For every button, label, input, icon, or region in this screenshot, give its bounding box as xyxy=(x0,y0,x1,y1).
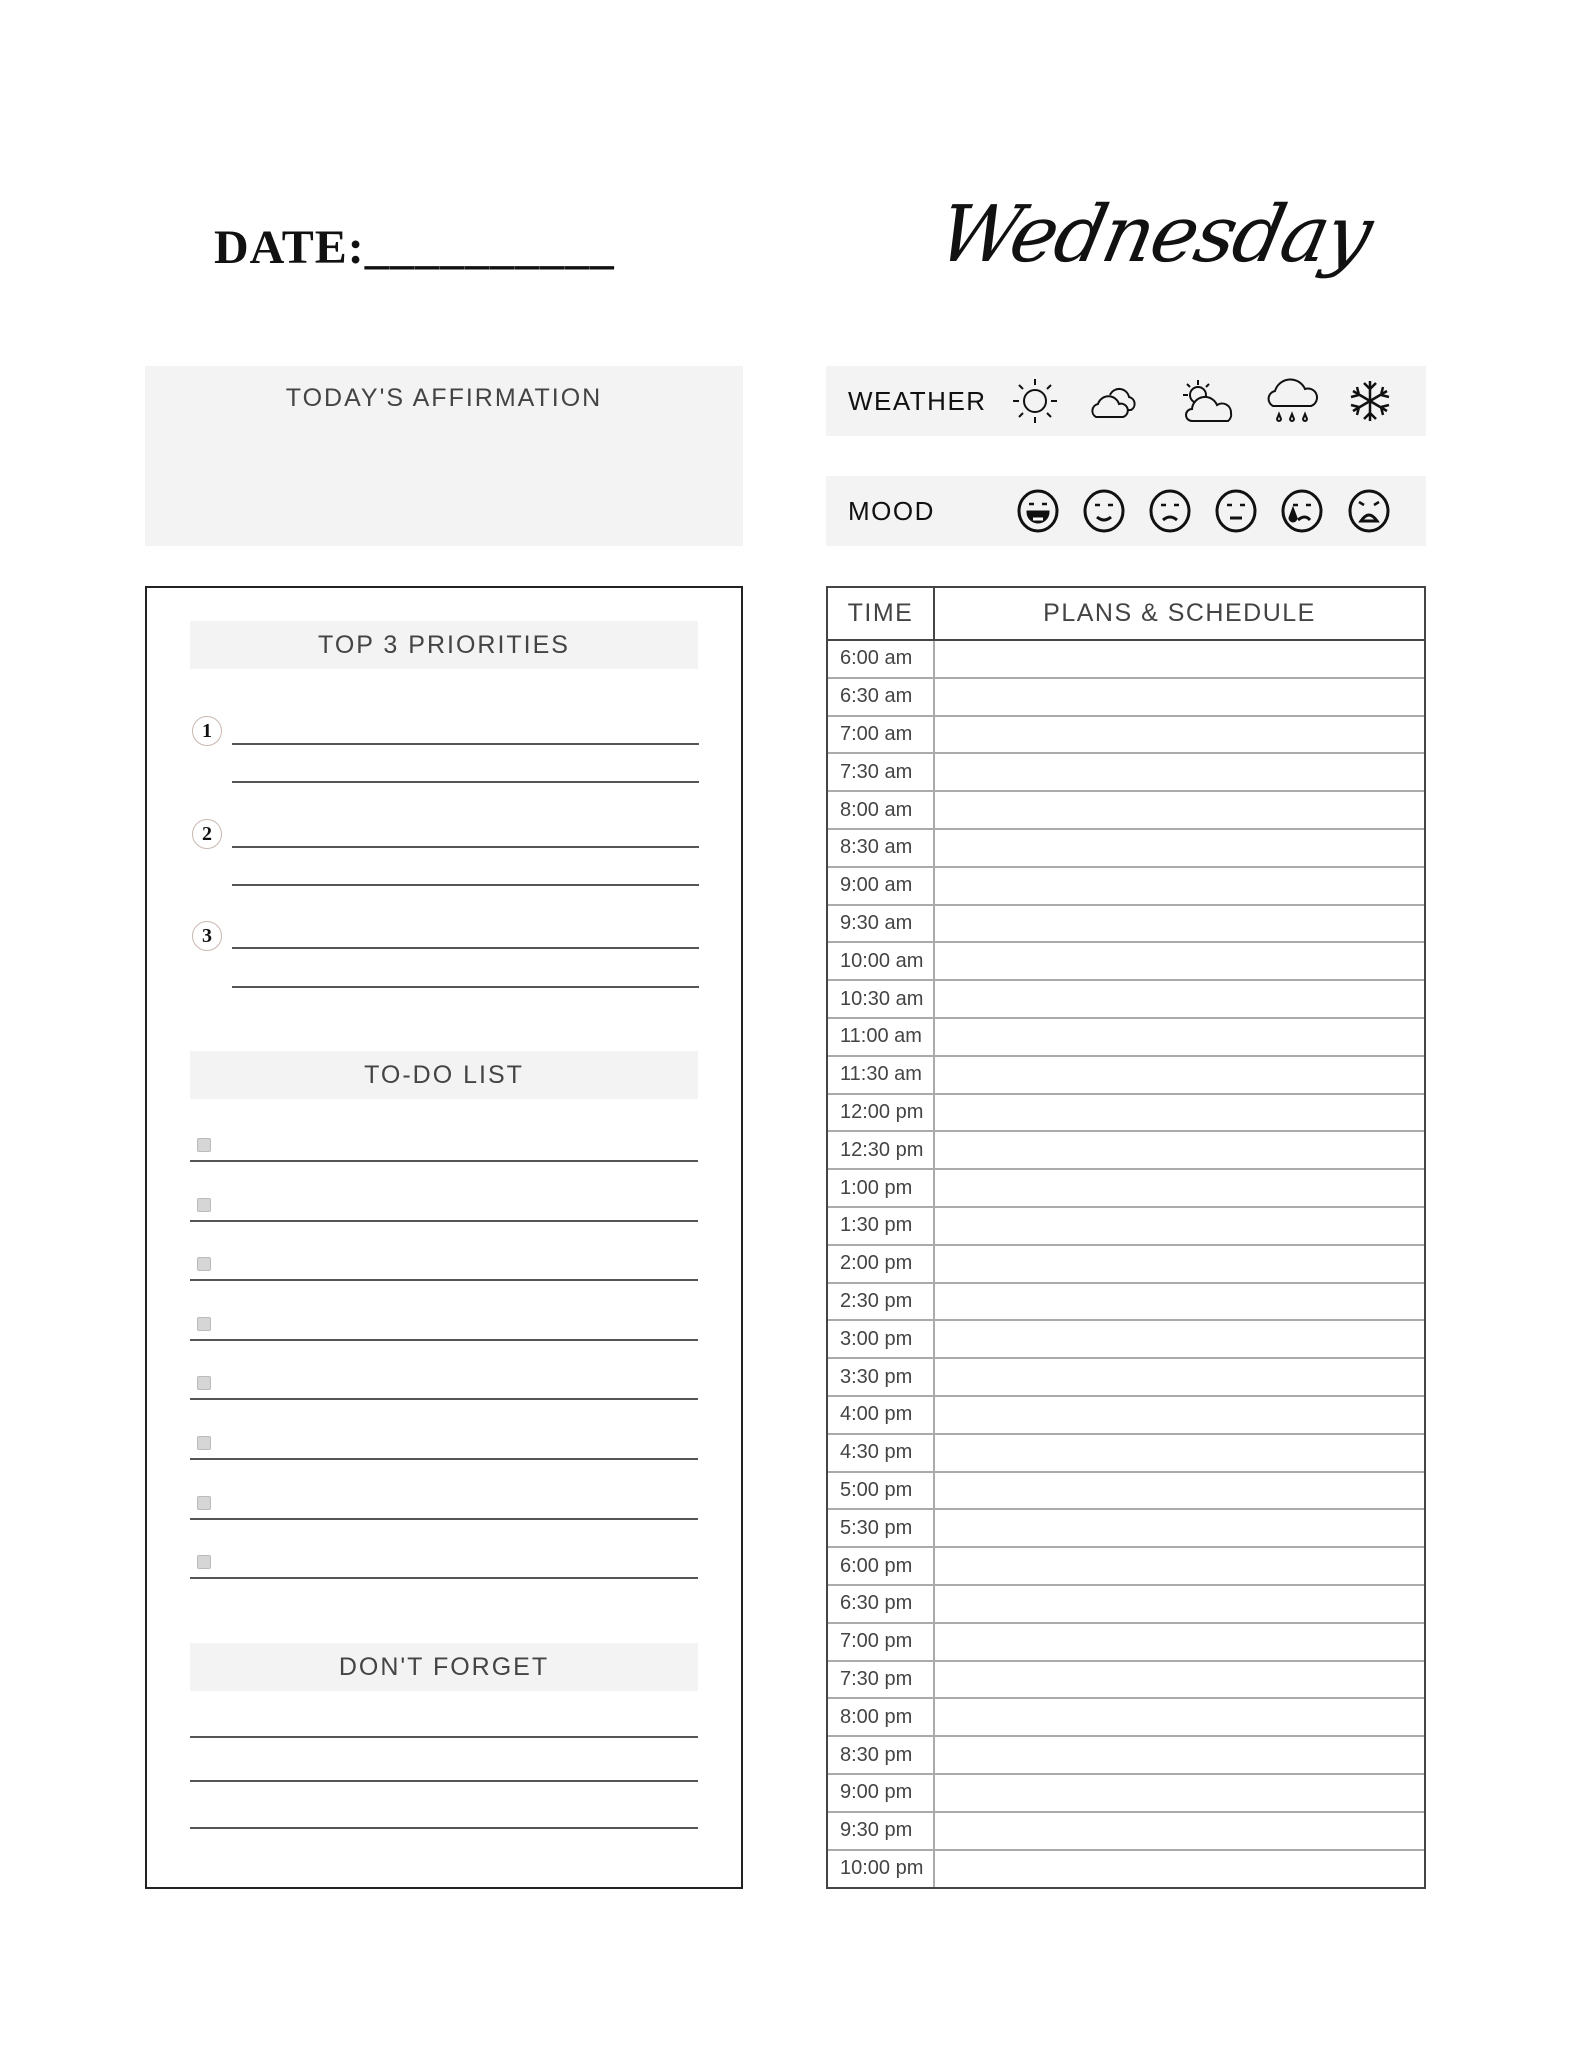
time-slot: 9:30 pm xyxy=(828,1812,934,1850)
time-slot: 3:00 pm xyxy=(828,1320,934,1358)
schedule-row xyxy=(828,1396,1424,1434)
crying-face-icon[interactable] xyxy=(1279,488,1325,534)
priorities-title: TOP 3 PRIORITIES xyxy=(318,630,570,659)
time-slot: 2:30 pm xyxy=(828,1283,934,1321)
plan-cell[interactable] xyxy=(934,1509,1424,1547)
smiling-face-icon[interactable] xyxy=(1081,488,1127,534)
priority-line-1[interactable] xyxy=(232,743,699,745)
plan-cell[interactable] xyxy=(934,1396,1424,1434)
plan-cell[interactable] xyxy=(934,1320,1424,1358)
todo-checkbox[interactable] xyxy=(197,1555,211,1569)
dont-forget-line[interactable] xyxy=(190,1827,698,1829)
time-slot: 7:30 pm xyxy=(828,1661,934,1699)
plan-cell[interactable] xyxy=(934,1245,1424,1283)
schedule-row xyxy=(828,1283,1424,1321)
time-slot: 7:30 am xyxy=(828,753,934,791)
neutral-face-icon[interactable] xyxy=(1213,488,1259,534)
schedule-row xyxy=(828,867,1424,905)
schedule-row xyxy=(828,1207,1424,1245)
time-slot: 9:30 am xyxy=(828,905,934,943)
priority-number-2: 2 xyxy=(192,819,222,849)
priority-number-3: 3 xyxy=(192,921,222,951)
plan-cell[interactable] xyxy=(934,1283,1424,1321)
schedule-row xyxy=(828,1169,1424,1207)
weather-label: WEATHER xyxy=(848,385,987,416)
priority-number-1: 1 xyxy=(192,716,222,746)
time-slot: 8:30 pm xyxy=(828,1736,934,1774)
plan-cell[interactable] xyxy=(934,1169,1424,1207)
cloudy-icon[interactable] xyxy=(1090,379,1146,423)
priority-line-3b[interactable] xyxy=(232,986,699,988)
todo-checkbox[interactable] xyxy=(197,1496,211,1510)
schedule-row xyxy=(828,1056,1424,1094)
priority-line-2b[interactable] xyxy=(232,884,699,886)
schedule-row xyxy=(828,1018,1424,1056)
time-slot: 4:30 pm xyxy=(828,1434,934,1472)
todo-line[interactable] xyxy=(190,1398,698,1400)
todo-checkbox[interactable] xyxy=(197,1198,211,1212)
partly-cloudy-icon[interactable] xyxy=(1178,377,1236,425)
dont-forget-line[interactable] xyxy=(190,1780,698,1782)
time-slot: 7:00 pm xyxy=(828,1623,934,1661)
schedule-row xyxy=(828,1094,1424,1132)
sun-icon[interactable] xyxy=(1011,377,1059,425)
time-slot: 11:30 am xyxy=(828,1056,934,1094)
schedule-table xyxy=(826,586,1426,1889)
schedule-row xyxy=(828,942,1424,980)
tasks-panel xyxy=(145,586,743,1889)
plan-cell[interactable] xyxy=(934,1547,1424,1585)
time-slot: 9:00 am xyxy=(828,867,934,905)
schedule-row xyxy=(828,791,1424,829)
plans-header: PLANS & SCHEDULE xyxy=(934,588,1424,640)
sad-face-icon[interactable] xyxy=(1147,488,1193,534)
plan-cell[interactable] xyxy=(934,1094,1424,1132)
mood-label: MOOD xyxy=(848,495,935,526)
plan-cell[interactable] xyxy=(934,829,1424,867)
weather-bar xyxy=(826,366,1426,436)
todo-line[interactable] xyxy=(190,1518,698,1520)
todo-line[interactable] xyxy=(190,1220,698,1222)
plan-cell[interactable] xyxy=(934,1850,1424,1888)
schedule-row xyxy=(828,1774,1424,1812)
time-slot: 2:00 pm xyxy=(828,1245,934,1283)
schedule-row xyxy=(828,1623,1424,1661)
schedule-row xyxy=(828,905,1424,943)
schedule-row xyxy=(828,1131,1424,1169)
time-slot: 12:30 pm xyxy=(828,1131,934,1169)
schedule-row xyxy=(828,1812,1424,1850)
time-slot: 10:30 am xyxy=(828,980,934,1018)
priority-line-1b[interactable] xyxy=(232,781,699,783)
plan-cell[interactable] xyxy=(934,716,1424,754)
todo-line[interactable] xyxy=(190,1339,698,1341)
plan-cell[interactable] xyxy=(934,1131,1424,1169)
schedule-row xyxy=(828,1509,1424,1547)
snowflake-icon[interactable] xyxy=(1348,379,1392,423)
plan-cell[interactable] xyxy=(934,1623,1424,1661)
time-slot: 10:00 pm xyxy=(828,1850,934,1888)
priority-line-3[interactable] xyxy=(232,947,699,949)
plan-cell[interactable] xyxy=(934,1207,1424,1245)
plan-cell[interactable] xyxy=(934,753,1424,791)
plan-cell[interactable] xyxy=(934,1774,1424,1812)
affirmation-box[interactable] xyxy=(145,366,743,546)
plan-cell[interactable] xyxy=(934,1812,1424,1850)
time-slot: 6:00 pm xyxy=(828,1547,934,1585)
plan-cell[interactable] xyxy=(934,1358,1424,1396)
todo-checkbox[interactable] xyxy=(197,1257,211,1271)
plan-cell[interactable] xyxy=(934,1698,1424,1736)
time-slot: 9:00 pm xyxy=(828,1774,934,1812)
todo-line[interactable] xyxy=(190,1577,698,1579)
plan-cell[interactable] xyxy=(934,1585,1424,1623)
schedule-row xyxy=(828,1661,1424,1699)
time-slot: 5:30 pm xyxy=(828,1509,934,1547)
time-slot: 6:00 am xyxy=(828,640,934,678)
time-slot: 1:30 pm xyxy=(828,1207,934,1245)
plan-cell[interactable] xyxy=(934,1472,1424,1510)
time-slot: 5:00 pm xyxy=(828,1472,934,1510)
schedule-row xyxy=(828,829,1424,867)
plan-cell[interactable] xyxy=(934,867,1424,905)
plan-cell[interactable] xyxy=(934,905,1424,943)
time-slot: 1:00 pm xyxy=(828,1169,934,1207)
schedule-row xyxy=(828,640,1424,678)
todo-header xyxy=(190,1051,698,1099)
todo-checkbox[interactable] xyxy=(197,1317,211,1331)
plan-cell[interactable] xyxy=(934,980,1424,1018)
todo-line[interactable] xyxy=(190,1279,698,1281)
schedule-row xyxy=(828,1585,1424,1623)
time-slot: 12:00 pm xyxy=(828,1094,934,1132)
schedule-row xyxy=(828,1850,1424,1888)
schedule-row xyxy=(828,1472,1424,1510)
todo-line[interactable] xyxy=(190,1458,698,1460)
time-slot: 10:00 am xyxy=(828,942,934,980)
schedule-row xyxy=(828,753,1424,791)
time-slot: 7:00 am xyxy=(828,716,934,754)
todo-line[interactable] xyxy=(190,1160,698,1162)
plan-cell[interactable] xyxy=(934,942,1424,980)
laughing-face-icon[interactable] xyxy=(1015,488,1061,534)
dont-forget-line[interactable] xyxy=(190,1736,698,1738)
schedule-row xyxy=(828,1320,1424,1358)
schedule-row xyxy=(828,678,1424,716)
rain-icon[interactable] xyxy=(1265,376,1319,426)
plan-cell[interactable] xyxy=(934,791,1424,829)
time-slot: 6:30 pm xyxy=(828,1585,934,1623)
time-header: TIME xyxy=(828,588,934,640)
affirmation-title: TODAY'S AFFIRMATION xyxy=(285,384,603,412)
time-slot: 3:30 pm xyxy=(828,1358,934,1396)
schedule-row xyxy=(828,1547,1424,1585)
plan-cell[interactable] xyxy=(934,1736,1424,1774)
todo-checkbox[interactable] xyxy=(197,1436,211,1450)
todo-title: TO-DO LIST xyxy=(364,1060,524,1089)
mood-bar xyxy=(826,476,1426,546)
dont-forget-title: DON'T FORGET xyxy=(338,1652,550,1681)
time-slot: 6:30 am xyxy=(828,678,934,716)
time-slot: 11:00 am xyxy=(828,1018,934,1056)
plan-cell[interactable] xyxy=(934,640,1424,678)
plan-cell[interactable] xyxy=(934,1056,1424,1094)
priority-line-2[interactable] xyxy=(232,846,699,848)
schedule-row xyxy=(828,1736,1424,1774)
distressed-face-icon[interactable] xyxy=(1346,488,1392,534)
time-slot: 4:00 pm xyxy=(828,1396,934,1434)
todo-checkbox[interactable] xyxy=(197,1376,211,1390)
schedule-row xyxy=(828,1358,1424,1396)
todo-checkbox[interactable] xyxy=(197,1138,211,1152)
schedule-row xyxy=(828,716,1424,754)
schedule-row xyxy=(828,980,1424,1018)
time-slot: 8:00 pm xyxy=(828,1698,934,1736)
schedule-row xyxy=(828,1698,1424,1736)
time-slot: 8:00 am xyxy=(828,791,934,829)
schedule-row xyxy=(828,1434,1424,1472)
dont-forget-header xyxy=(190,1643,698,1691)
plan-cell[interactable] xyxy=(934,1434,1424,1472)
priorities-header xyxy=(190,621,698,669)
time-slot: 8:30 am xyxy=(828,829,934,867)
day-title: Wednesday xyxy=(930,190,1379,280)
plan-cell[interactable] xyxy=(934,1661,1424,1699)
plan-cell[interactable] xyxy=(934,678,1424,716)
schedule-row xyxy=(828,1245,1424,1283)
plan-cell[interactable] xyxy=(934,1018,1424,1056)
date-field[interactable]: DATE:__________ xyxy=(214,221,615,274)
